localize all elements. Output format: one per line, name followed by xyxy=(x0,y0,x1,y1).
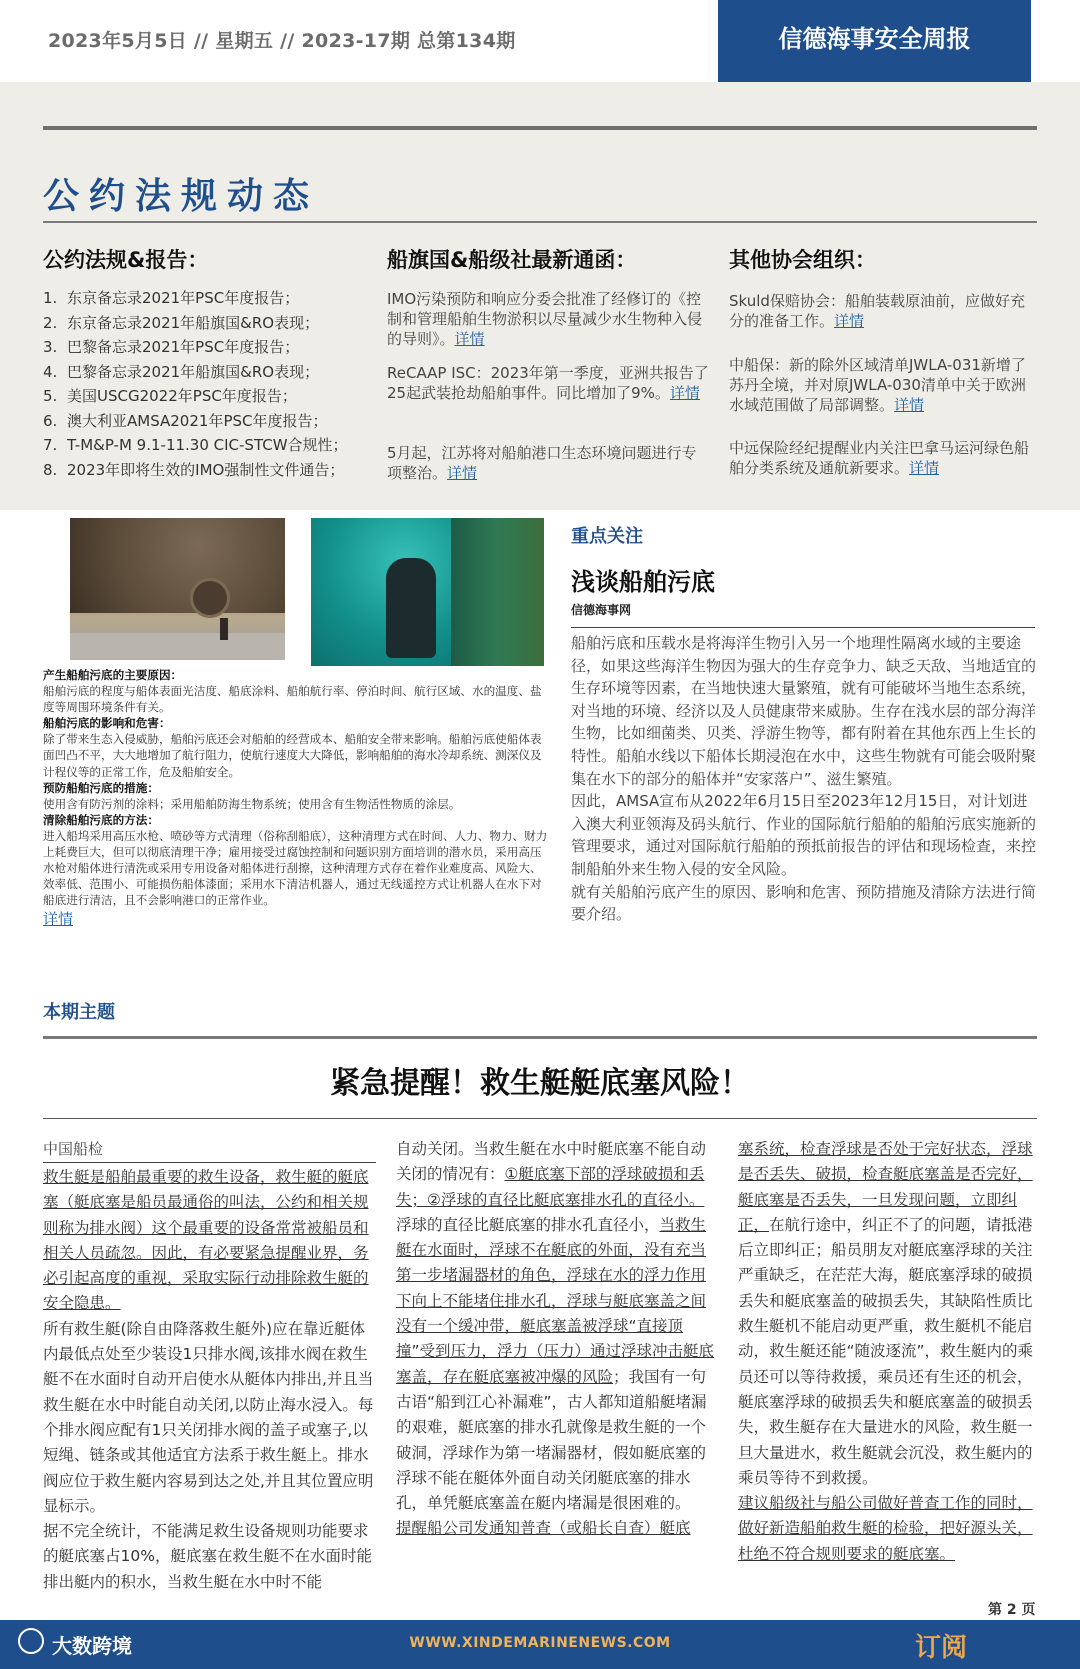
brand-title: 信德海事安全周报 xyxy=(718,0,1031,82)
theme-label: 本期主题 xyxy=(43,1002,115,1023)
headline: 紧急提醒！救生艇艇底塞风险！ xyxy=(330,1066,750,1101)
col3-heading: 其他协会组织： xyxy=(729,248,876,272)
report-item[interactable]: 4. 巴黎备忘录2021年船旗国&RO表现； xyxy=(43,362,320,381)
caption-heading: 预防船舶污底的措施： xyxy=(43,780,159,795)
article-column-3 xyxy=(738,1137,1036,1567)
article-paragraph: 提醒船公司发通知普查（或船长自查）艇底 xyxy=(396,1519,691,1538)
fouling-summary xyxy=(43,667,551,930)
divider xyxy=(43,126,1037,130)
divider xyxy=(43,1118,1037,1119)
divider xyxy=(43,221,1037,223)
focus-paragraph: 就有关船舶污底产生的原因、影响和危害、预防措施及清除方法进行简要介绍。 xyxy=(571,882,1037,924)
details-link[interactable]: 详情 xyxy=(43,910,74,929)
details-link[interactable]: 详情 xyxy=(909,459,940,477)
col1-heading: 公约法规&报告： xyxy=(43,248,209,272)
watermark-text: 大数跨境 xyxy=(52,1634,132,1658)
details-link[interactable]: 详情 xyxy=(454,330,485,348)
news-item: 5月起，江苏将对船舶港口生态环境问题进行专项整治。详情 xyxy=(387,444,697,482)
details-link[interactable]: 详情 xyxy=(447,464,478,482)
focus-title: 浅谈船舶污底 xyxy=(571,568,715,596)
section-title: 公约法规动态 xyxy=(43,176,320,217)
subscribe-button[interactable]: 订阅 xyxy=(915,1633,968,1663)
footer-bar xyxy=(0,1620,1080,1669)
report-item[interactable]: 3. 巴黎备忘录2021年PSC年度报告； xyxy=(43,338,300,356)
caption-heading: 船舶污底的影响和危害： xyxy=(43,716,171,731)
focus-paragraph: 船舶污底和压载水是将海洋生物引入另一个地理性隔离水域的主要途径，如果这些海洋生物因为强大的生存竞争力、缺乏天敌、当地适宜的生存环境等因素，在当地快速大量繁殖，就有可能破坏当地生态系统，对当地的环境、经济以及人员健康带来威胁。生存在浅水层的部分海洋生物，比如细菌类、贝类、浮游生物等，都有附着在其他东西上生长的特性。船舶水线以下船体长期浸泡在水中，这些生物就有可能会吸附聚集在水下的部分的船体并“安家落户”、滋生繁殖。 xyxy=(571,634,1037,788)
article-paragraph: 据不完全统计，不能满足救生设备规则功能要求的艇底塞占10%，艇底塞在救生艇不在水面时能排出艇内的积水，当救生艇在水中时不能 xyxy=(43,1522,372,1591)
news-item: ReCAAP ISC：2023年第一季度，亚洲共报告了25起武装抢劫船舶事件。同比增加了9%。详情 xyxy=(387,364,709,402)
report-item[interactable]: 6. 澳大利亚AMSA2021年PSC年度报告； xyxy=(43,411,328,430)
page-number: 第 2 页 xyxy=(988,1602,1036,1618)
caption-heading: 清除船舶污底的方法： xyxy=(43,812,159,827)
article-source: 中国船检 xyxy=(43,1140,104,1158)
report-item[interactable]: 1. 东京备忘录2021年PSC年度报告； xyxy=(43,289,300,307)
article-paragraph: 塞系统，检查浮球是否处于完好状态，浮球是否丢失、破损，检查艇底塞盖是否完好，艇底塞是否丢失，一旦发现问题，立即纠正，在航行途中，纠正不了的问题，请抵港后立即纠正；船员朋友对艇底塞浮球的关注严重缺乏，在茫茫大海，艇底塞浮球的破损丢失和艇底塞盖的破损丢失，其缺陷性质比救生艇机不能启动更严重，救生艇机不能启动，救生艇还能“随波逐流”，救生艇内的乘员还可以等待救援，乘员还有生还的机会，艇底塞浮球的破损丢失和艇底塞盖的破损丢失，救生艇存在大量进水的风险，救生艇一旦大量进水，救生艇就会沉没，救生艇内的乘员等待不到救援。 xyxy=(738,1140,1034,1487)
divider xyxy=(571,627,1035,628)
news-item: IMO污染预防和响应分委会批准了经修订的《控制和管理船舶生物淤积以尽量减少水生物种入侵的导则》。详情 xyxy=(387,290,703,348)
focus-label: 重点关注 xyxy=(571,526,643,547)
article-paragraph: 救生艇是船舶最重要的救生设备，救生艇的艇底塞（艇底塞是船员最通俗的叫法，公约和相关规则称为排水阀）这个最重要的设备常常被船员和相关人员疏忽。因此，有必要紧急提醒业界，务必引起高度的重视，采取实际行动排除救生艇的安全隐患。 xyxy=(43,1168,369,1313)
article-paragraph: 建议船级社与船公司做好普查工作的同时，做好新造船舶救生艇的检验，把好源头关，杜绝不符合规则要求的艇底塞。 xyxy=(738,1494,1033,1563)
news-item: Skuld保赔协会：船舶装载原油前，应做好充分的准备工作。详情 xyxy=(729,292,1025,330)
top-bar xyxy=(0,0,1080,82)
report-item[interactable]: 8. 2023年即将生效的IMO强制性文件通告； xyxy=(43,460,345,479)
website-link[interactable]: WWW.XINDEMARINENEWS.COM xyxy=(409,1635,671,1651)
dateline: 2023年5月5日 // 星期五 // 2023-17期 总第134期 xyxy=(48,30,516,52)
details-link[interactable]: 详情 xyxy=(894,396,925,414)
caption-text: 船舶污底的程度与船体表面光洁度、船底涂料、船舶航行率、停泊时间、航行区域、水的温度、盐度等周围环境条件有关。 xyxy=(43,684,542,715)
divider xyxy=(43,1162,376,1163)
focus-source: 信德海事网 xyxy=(571,603,632,617)
article-paragraph: 自动关闭。当救生艇在水中时艇底塞不能自动关闭的情况有：①艇底塞下部的浮球破损和丢失；②浮球的直径比艇底塞排水孔的直径小。 xyxy=(396,1140,707,1209)
article-paragraph: 所有救生艇(除自由降落救生艇外)应在靠近艇体内最低点处至少装设1只排水阀,该排水阀在救生艇不在水面时自动开启使水从艇体内排出,并且当救生艇在水中时能自动关闭,以防止海水浸入。每个排水阀应配有1只关闭排水阀的盖子或塞子,以短绳、链条或其他适宜方法系于救生艇上。排水阀应位于救生艇内容易到达之处,并且其位置应明显标示。 xyxy=(43,1319,374,1515)
diver-photo xyxy=(311,518,544,666)
report-list xyxy=(43,286,373,482)
news-item: 中船保：新的除外区域清单JWLA-031新增了苏丹全境，并对原JWLA-030清单中关于欧洲水域范围做了局部调整。详情 xyxy=(729,356,1026,414)
article-column-2 xyxy=(396,1137,720,1542)
regulations-panel xyxy=(0,82,1080,510)
article-paragraph: 浮球的直径比艇底塞的排水孔直径小，当救生艇在水面时，浮球不在艇底的外面，没有充当第一步堵漏器材的角色，浮球在水的浮力作用下向上不能堵住排水孔，浮球与艇底塞盖之间没有一个缓冲带，艇底塞盖被浮球“直接顶撞”受到压力，浮力（压力）通过浮球冲击艇底塞盖，存在艇底塞被冲爆的风险；我国有一句古语“船到江心补漏难”，古人都知道船艇堵漏的艰难，艇底塞的排水孔就像是救生艇的一个破洞，浮球作为第一堵漏器材，假如艇底塞的浮球不能在艇体外面自动关闭艇底塞的排水孔，单凭艇底塞盖在艇内堵漏是很困难的。 xyxy=(396,1215,715,1513)
report-item[interactable]: 2. 东京备忘录2021年船旗国&RO表现； xyxy=(43,313,320,332)
caption-text: 进入船坞采用高压水枪、喷砂等方式清理（俗称刮船底），这种清理方式在时间、人力、物力、财力上耗费巨大，但可以彻底清理干净；雇用接受过腐蚀控制和问题识别方面培训的潜水员，采用高压水枪对船体进行清洗或采用专用设备对船体进行刮擦，这种清理方式存在着作业难度高、风险大、效率低、范围小、可能损伤船体漆面；采用水下清洁机器人，通过无线遥控方式让机器人在水下对船底进行清洁，且不会影响港口的正常作业。 xyxy=(43,828,548,908)
focus-body xyxy=(571,632,1037,926)
caption-text: 除了带来生态入侵威胁，船舶污底还会对船舶的经营成本、船舶安全带来影响。船舶污底使船体表面凹凸不平，大大地增加了航行阻力，使航行速度大大降低，影响船舶的海水冷却系统、测深仪及计程仪等的正常工作，危及船舶安全。 xyxy=(43,732,542,779)
caption-text: 使用含有防污剂的涂料；采用船舶防海生物系统；使用含有生物活性物质的涂层。 xyxy=(43,796,461,811)
details-link[interactable]: 详情 xyxy=(834,312,865,330)
ship-hull-photo xyxy=(70,518,285,660)
report-item[interactable]: 7. T-M&P-M 9.1-11.30 CIC-STCW合规性； xyxy=(43,436,348,454)
article-column-1 xyxy=(43,1165,378,1595)
details-link[interactable]: 详情 xyxy=(669,384,700,402)
report-item[interactable]: 5. 美国USCG2022年PSC年度报告； xyxy=(43,387,297,405)
news-item: 中远保险经纪提醒业内关注巴拿马运河绿色船舶分类系统及通航新要求。详情 xyxy=(729,439,1030,477)
focus-paragraph: 因此，AMSA宣布从2022年6月15日至2023年12月15日，对计划进入澳大利亚领海及码头航行、作业的国际航行船舶的船舶污底实施新的管理要求，通过对国际航行船舶的预抵前报告的评估和现场检查，来控制船舶外来生物入侵的安全风险。 xyxy=(571,792,1037,878)
col2-heading: 船旗国&船级社最新通函： xyxy=(387,248,637,272)
caption-heading: 产生船舶污底的主要原因： xyxy=(43,668,183,682)
divider xyxy=(43,1036,1037,1039)
